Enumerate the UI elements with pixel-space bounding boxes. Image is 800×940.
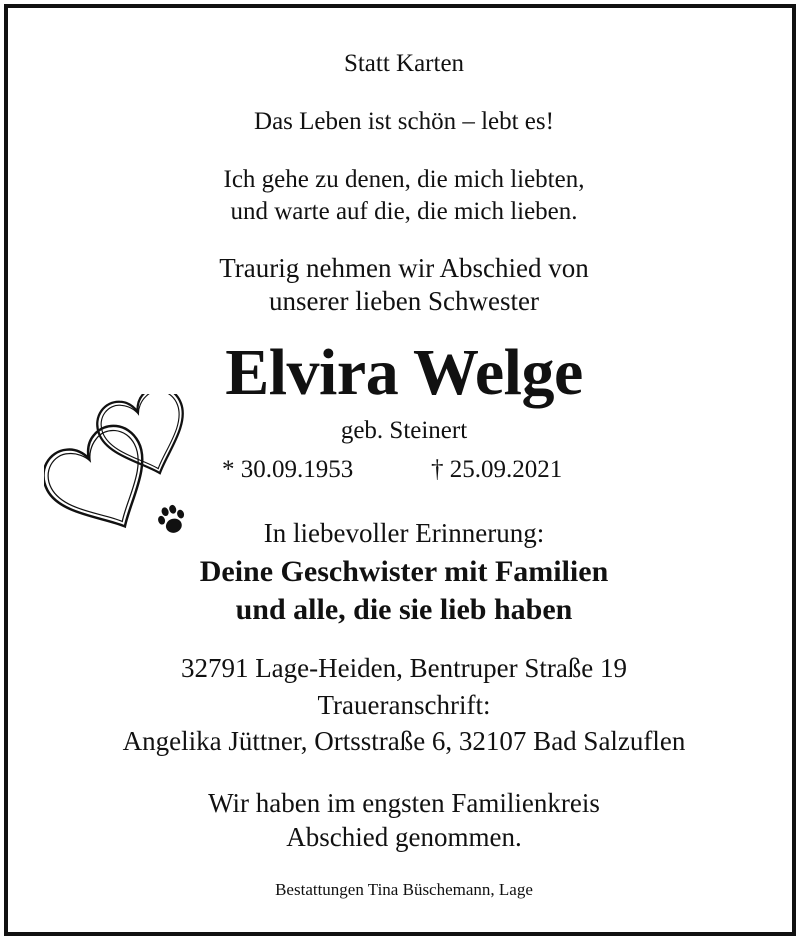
- mourners-line-1: Deine Geschwister mit Familien: [199, 555, 609, 588]
- poem-line-2: und warte auf die, die mich lieben.: [230, 198, 578, 225]
- obituary-frame: [4, 4, 796, 936]
- birth-name: geb. Steinert: [340, 417, 468, 444]
- poem-line-1: Ich gehe zu denen, die mich liebten,: [223, 166, 585, 193]
- deceased-name: Elvira Welge: [225, 336, 583, 409]
- intro-line-1: Traurig nehmen wir Abschied von: [219, 253, 589, 283]
- mourning-address: Angelika Jüttner, Ortsstraße 6, 32107 Bad Salzuflen: [122, 726, 686, 756]
- mourning-address-label: Traueranschrift:: [317, 690, 491, 720]
- motto: Das Leben ist schön – lebt es!: [254, 108, 554, 135]
- death-date: † 25.09.2021: [431, 456, 563, 483]
- farewell-line-2: Abschied genommen.: [286, 822, 522, 852]
- header-line: Statt Karten: [343, 50, 465, 77]
- intro-line-2: unserer lieben Schwester: [269, 286, 539, 316]
- birth-date: * 30.09.1953: [222, 456, 354, 483]
- undertaker-line: Bestattungen Tina Büschemann, Lage: [275, 880, 533, 899]
- farewell-line-1: Wir haben im engsten Familienkreis: [208, 788, 600, 818]
- mourners-line-2: und alle, die sie lieb haben: [235, 593, 573, 626]
- remembrance-line: In liebevoller Erinnerung:: [263, 518, 545, 548]
- residence-address: 32791 Lage-Heiden, Bentruper Straße 19: [180, 653, 628, 683]
- paw-print-icon: [154, 502, 190, 538]
